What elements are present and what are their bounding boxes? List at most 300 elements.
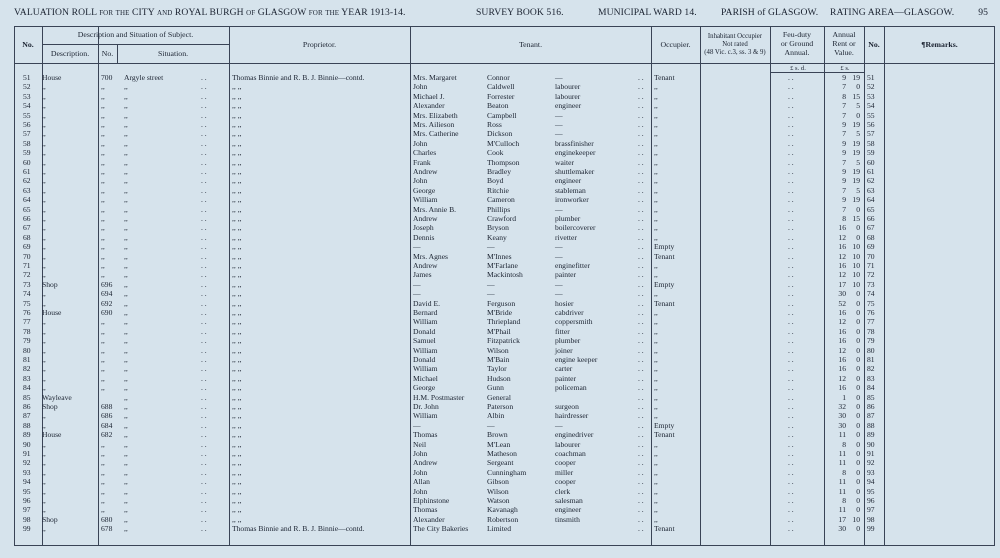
leader-dots: . . bbox=[638, 514, 644, 524]
table-row bbox=[14, 139, 995, 149]
table-row bbox=[14, 317, 995, 327]
row-number: 75 bbox=[23, 298, 31, 308]
tenant-forename: James bbox=[413, 270, 432, 280]
table-row bbox=[14, 421, 995, 431]
situation: ,, bbox=[124, 430, 128, 440]
house-number: ,, bbox=[101, 345, 105, 355]
row-number-right: 56 bbox=[867, 120, 875, 129]
table-row bbox=[14, 158, 995, 168]
tenant-surname: Thompson bbox=[487, 157, 520, 167]
table-row bbox=[14, 205, 995, 215]
row-number: 86 bbox=[23, 402, 31, 411]
leader-dots: . . bbox=[788, 101, 794, 111]
house-number: ,, bbox=[101, 467, 105, 477]
leader-dots: . . bbox=[788, 204, 794, 214]
house-number: ,, bbox=[101, 336, 105, 346]
table-row bbox=[14, 374, 995, 384]
row-number: 87 bbox=[23, 411, 31, 421]
leader-dots: . . bbox=[638, 496, 644, 505]
house-number: 692 bbox=[101, 298, 113, 308]
tenant-surname: Ritchie bbox=[487, 185, 509, 195]
situation: ,, bbox=[124, 129, 128, 139]
leader-dots: . . bbox=[788, 326, 794, 336]
occupier: ,, bbox=[654, 157, 658, 167]
tenant-occupation: hairdresser bbox=[555, 411, 589, 421]
tenant-occupation: engineer bbox=[555, 505, 582, 515]
description: Shop bbox=[42, 279, 58, 289]
rent-shillings: 19 bbox=[852, 195, 860, 205]
situation: ,, bbox=[124, 167, 128, 176]
tenant-occupation: brassfinisher bbox=[555, 138, 594, 148]
occupier: Empty bbox=[654, 279, 675, 289]
description: House bbox=[42, 430, 62, 440]
situation: ,, bbox=[124, 439, 128, 449]
tenant-surname: M'Lean bbox=[487, 439, 511, 449]
leader-dots: . . bbox=[201, 82, 207, 92]
occupier: ,, bbox=[654, 373, 658, 383]
house-number: 680 bbox=[101, 514, 113, 524]
occupier: ,, bbox=[654, 308, 658, 317]
rent-shillings: 0 bbox=[856, 336, 860, 346]
occupier: Tenant bbox=[654, 73, 675, 82]
situation: ,, bbox=[124, 82, 128, 92]
tenant-surname: — bbox=[487, 420, 495, 430]
rent-shillings: 19 bbox=[852, 73, 860, 82]
description: ,, bbox=[42, 524, 46, 534]
table-row bbox=[14, 280, 995, 290]
table-row bbox=[14, 364, 995, 374]
rent-shillings: 15 bbox=[852, 214, 860, 223]
proprietor: ,, ,, bbox=[232, 242, 242, 252]
header-occupier: Occupier. bbox=[660, 40, 691, 49]
leader-dots: . . bbox=[201, 524, 207, 534]
house-number: ,, bbox=[101, 505, 105, 515]
row-number: 92 bbox=[23, 458, 31, 468]
rent-pounds: 11 bbox=[838, 505, 846, 515]
tenant-forename: William bbox=[413, 317, 438, 327]
leader-dots: . . bbox=[638, 279, 644, 289]
tenant-forename: Michael bbox=[413, 373, 438, 383]
leader-dots: . . bbox=[201, 496, 207, 505]
description: House bbox=[42, 308, 62, 317]
house-number: ,, bbox=[101, 110, 105, 120]
leader-dots: . . bbox=[201, 73, 207, 82]
description: ,, bbox=[42, 326, 46, 336]
tenant-surname: — bbox=[487, 289, 495, 299]
rent-pounds: 9 bbox=[842, 167, 846, 176]
leader-dots: . . bbox=[788, 524, 794, 534]
leader-dots: . . bbox=[638, 355, 644, 364]
situation: ,, bbox=[124, 157, 128, 167]
table-row bbox=[14, 261, 995, 271]
house-number: ,, bbox=[101, 242, 105, 252]
proprietor: ,, ,, bbox=[232, 430, 242, 440]
table-row bbox=[14, 346, 995, 356]
leader-dots: . . bbox=[638, 204, 644, 214]
tenant-occupation: cooper bbox=[555, 458, 576, 468]
rent-shillings: 0 bbox=[856, 467, 860, 477]
rent-pounds: 9 bbox=[842, 120, 846, 129]
house-number: ,, bbox=[101, 439, 105, 449]
leader-dots: . . bbox=[788, 458, 794, 468]
row-number: 52 bbox=[23, 82, 31, 92]
tenant-surname: Dickson bbox=[487, 129, 513, 139]
row-number: 99 bbox=[23, 524, 31, 534]
tenant-occupation: labourer bbox=[555, 91, 581, 101]
row-number-right: 52 bbox=[867, 82, 875, 92]
leader-dots: . . bbox=[201, 185, 207, 195]
leader-dots: . . bbox=[201, 317, 207, 327]
leader-dots: . . bbox=[638, 195, 644, 205]
proprietor: ,, ,, bbox=[232, 373, 242, 383]
leader-dots: . . bbox=[638, 373, 644, 383]
rent-pounds: 8 bbox=[842, 91, 846, 101]
rent-pounds: 9 bbox=[842, 73, 846, 82]
tenant-surname: Ferguson bbox=[487, 298, 516, 308]
leader-dots: . . bbox=[788, 496, 794, 505]
occupier: ,, bbox=[654, 167, 658, 176]
tenant-occupation: hosier bbox=[555, 298, 574, 308]
description: ,, bbox=[42, 110, 46, 120]
rent-shillings: 0 bbox=[856, 505, 860, 515]
situation: ,, bbox=[124, 110, 128, 120]
proprietor: ,, ,, bbox=[232, 458, 242, 468]
leader-dots: . . bbox=[201, 242, 207, 252]
description: ,, bbox=[42, 439, 46, 449]
row-number: 51 bbox=[23, 73, 31, 82]
occupier: ,, bbox=[654, 326, 658, 336]
rent-pounds: 11 bbox=[838, 486, 846, 496]
leader-dots: . . bbox=[638, 308, 644, 317]
tenant-forename: John bbox=[413, 138, 428, 148]
table-row bbox=[14, 449, 995, 459]
row-number-right: 87 bbox=[867, 411, 875, 421]
leader-dots: . . bbox=[201, 298, 207, 308]
row-number-right: 84 bbox=[867, 383, 875, 393]
rent-pounds: 16 bbox=[838, 355, 846, 364]
rent-pounds: 12 bbox=[838, 270, 846, 280]
tenant-forename: Mrs. Catherine bbox=[413, 129, 459, 139]
rent-shillings: 10 bbox=[852, 270, 860, 280]
leader-dots: . . bbox=[201, 110, 207, 120]
leader-dots: . . bbox=[638, 185, 644, 195]
tenant-occupation: joiner bbox=[555, 345, 573, 355]
situation: ,, bbox=[124, 411, 128, 421]
situation: ,, bbox=[124, 317, 128, 327]
rent-pounds: 12 bbox=[838, 232, 846, 242]
row-number-right: 99 bbox=[867, 524, 875, 534]
description: ,, bbox=[42, 355, 46, 364]
leader-dots: . . bbox=[638, 176, 644, 186]
leader-dots: . . bbox=[201, 430, 207, 440]
tenant-occupation: cooper bbox=[555, 477, 576, 487]
row-number: 81 bbox=[23, 355, 31, 364]
occupier: ,, bbox=[654, 223, 658, 233]
tenant-occupation: enginedriver bbox=[555, 430, 594, 440]
house-number: ,, bbox=[101, 120, 105, 129]
row-number: 76 bbox=[23, 308, 31, 317]
row-number-right: 61 bbox=[867, 167, 875, 176]
leader-dots: . . bbox=[201, 467, 207, 477]
tenant-forename: Thomas bbox=[413, 430, 438, 440]
tenant-surname: M'Bride bbox=[487, 308, 512, 317]
rent-pounds: 16 bbox=[838, 308, 846, 317]
tenant-forename: Donald bbox=[413, 326, 436, 336]
house-number: ,, bbox=[101, 458, 105, 468]
proprietor: ,, ,, bbox=[232, 82, 242, 92]
row-number: 98 bbox=[23, 514, 31, 524]
row-number: 96 bbox=[23, 496, 31, 505]
tenant-forename: Joseph bbox=[413, 223, 434, 233]
leader-dots: . . bbox=[201, 392, 207, 402]
leader-dots: . . bbox=[201, 157, 207, 167]
leader-dots: . . bbox=[201, 420, 207, 430]
rent-pounds: 8 bbox=[842, 439, 846, 449]
proprietor: ,, ,, bbox=[232, 420, 242, 430]
table-row bbox=[14, 430, 995, 440]
leader-dots: . . bbox=[201, 91, 207, 101]
occupier: ,, bbox=[654, 505, 658, 515]
rent-shillings: 10 bbox=[852, 514, 860, 524]
occupier: ,, bbox=[654, 514, 658, 524]
banner-title: VALUATION ROLL for the CITY and ROYAL BURGH of GLASGOW for the YEAR 1913-14. bbox=[14, 7, 406, 18]
house-number: 700 bbox=[101, 73, 113, 82]
row-number: 60 bbox=[23, 157, 31, 167]
tenant-occupation: labourer bbox=[555, 439, 581, 449]
tenant-surname: M'Culloch bbox=[487, 138, 520, 148]
leader-dots: . . bbox=[201, 129, 207, 139]
rent-pounds: 7 bbox=[842, 157, 846, 167]
row-number-right: 81 bbox=[867, 355, 875, 364]
leader-dots: . . bbox=[201, 279, 207, 289]
situation: ,, bbox=[124, 505, 128, 515]
description: ,, bbox=[42, 251, 46, 261]
leader-dots: . . bbox=[638, 167, 644, 176]
table-row bbox=[14, 111, 995, 121]
situation: ,, bbox=[124, 261, 128, 270]
tenant-forename: Michael J. bbox=[413, 91, 445, 101]
tenant-occupation: — bbox=[555, 289, 563, 299]
rent-shillings: 10 bbox=[852, 279, 860, 289]
rent-shillings: 19 bbox=[852, 176, 860, 186]
tenant-occupation: coppersmith bbox=[555, 317, 593, 327]
situation: ,, bbox=[124, 486, 128, 496]
tenant-forename: Andrew bbox=[413, 214, 438, 223]
rent-pounds: 11 bbox=[838, 458, 846, 468]
occupier: ,, bbox=[654, 270, 658, 280]
tenant-surname: Matheson bbox=[487, 449, 517, 458]
situation: ,, bbox=[124, 383, 128, 393]
tenant-forename: George bbox=[413, 383, 436, 393]
rent-shillings: 5 bbox=[856, 129, 860, 139]
occupier: ,, bbox=[654, 336, 658, 346]
house-number: ,, bbox=[101, 373, 105, 383]
rent-pounds: 30 bbox=[838, 420, 846, 430]
description: ,, bbox=[42, 420, 46, 430]
situation: ,, bbox=[124, 496, 128, 505]
occupier: ,, bbox=[654, 496, 658, 505]
rent-shillings: 0 bbox=[856, 524, 860, 534]
leader-dots: . . bbox=[788, 477, 794, 487]
description: ,, bbox=[42, 148, 46, 158]
tenant-occupation: waiter bbox=[555, 157, 574, 167]
tenant-occupation: — bbox=[555, 279, 563, 289]
tenant-surname: General bbox=[487, 392, 512, 402]
proprietor: ,, ,, bbox=[232, 496, 242, 505]
leader-dots: . . bbox=[788, 298, 794, 308]
leader-dots: . . bbox=[788, 91, 794, 101]
proprietor: ,, ,, bbox=[232, 289, 242, 299]
house-number: ,, bbox=[101, 364, 105, 374]
proprietor: ,, ,, bbox=[232, 110, 242, 120]
tenant-surname: Wilson bbox=[487, 486, 509, 496]
leader-dots: . . bbox=[638, 251, 644, 261]
row-number-right: 62 bbox=[867, 176, 875, 186]
row-number-right: 60 bbox=[867, 157, 875, 167]
survey-book: SURVEY BOOK 516. bbox=[476, 7, 564, 18]
leader-dots: . . bbox=[638, 138, 644, 148]
occupier: ,, bbox=[654, 439, 658, 449]
tenant-surname: Watson bbox=[487, 496, 510, 505]
description: ,, bbox=[42, 214, 46, 223]
description: ,, bbox=[42, 82, 46, 92]
rent-shillings: 19 bbox=[852, 138, 860, 148]
occupier: ,, bbox=[654, 214, 658, 223]
proprietor: ,, ,, bbox=[232, 91, 242, 101]
rent-pounds: 17 bbox=[838, 279, 846, 289]
row-number: 97 bbox=[23, 505, 31, 515]
leader-dots: . . bbox=[201, 486, 207, 496]
row-number-right: 76 bbox=[867, 308, 875, 317]
rent-shillings: 0 bbox=[856, 477, 860, 487]
leader-dots: . . bbox=[788, 289, 794, 299]
situation: ,, bbox=[124, 223, 128, 233]
row-number: 83 bbox=[23, 373, 31, 383]
rent-shillings: 0 bbox=[856, 373, 860, 383]
description: ,, bbox=[42, 101, 46, 111]
leader-dots: . . bbox=[638, 430, 644, 440]
description: ,, bbox=[42, 383, 46, 393]
tenant-forename: Bernard bbox=[413, 308, 438, 317]
leader-dots: . . bbox=[788, 392, 794, 402]
tenant-forename: William bbox=[413, 411, 438, 421]
leader-dots: . . bbox=[788, 110, 794, 120]
rent-shillings: 5 bbox=[856, 101, 860, 111]
situation: ,, bbox=[124, 355, 128, 364]
tenant-occupation: labourer bbox=[555, 82, 581, 92]
leader-dots: . . bbox=[638, 157, 644, 167]
header-lsd: £ s. d. bbox=[790, 65, 806, 72]
rent-pounds: 12 bbox=[838, 251, 846, 261]
leader-dots: . . bbox=[638, 214, 644, 223]
situation: ,, bbox=[124, 91, 128, 101]
house-number: 678 bbox=[101, 524, 113, 534]
row-number: 90 bbox=[23, 439, 31, 449]
tenant-surname: M'Bain bbox=[487, 355, 510, 364]
occupier: ,, bbox=[654, 467, 658, 477]
rent-pounds: 30 bbox=[838, 289, 846, 299]
tenant-surname: — bbox=[487, 242, 495, 252]
rent-shillings: 0 bbox=[856, 204, 860, 214]
row-number-right: 98 bbox=[867, 514, 875, 524]
table-row bbox=[14, 440, 995, 450]
leader-dots: . . bbox=[201, 411, 207, 421]
tenant-surname: Robertson bbox=[487, 514, 519, 524]
table-row bbox=[14, 270, 995, 280]
row-number-right: 71 bbox=[867, 261, 875, 270]
leader-dots: . . bbox=[638, 91, 644, 101]
occupier: ,, bbox=[654, 449, 658, 458]
leader-dots: . . bbox=[638, 129, 644, 139]
tenant-forename: Samuel bbox=[413, 336, 436, 346]
header-desc-group: Description and Situation of Subject. bbox=[77, 30, 194, 39]
house-number: 690 bbox=[101, 308, 113, 317]
leader-dots: . . bbox=[788, 167, 794, 176]
leader-dots: . . bbox=[638, 120, 644, 129]
row-number-right: 97 bbox=[867, 505, 875, 515]
tenant-occupation: — bbox=[555, 129, 563, 139]
rent-shillings: 0 bbox=[856, 496, 860, 505]
leader-dots: . . bbox=[201, 364, 207, 374]
tenant-forename: Dr. John bbox=[413, 402, 439, 411]
row-number: 95 bbox=[23, 486, 31, 496]
tenant-surname: Cameron bbox=[487, 195, 515, 205]
tenant-surname: Bryson bbox=[487, 223, 509, 233]
house-number: ,, bbox=[101, 477, 105, 487]
occupier: ,, bbox=[654, 185, 658, 195]
tenant-forename: William bbox=[413, 364, 438, 374]
house-number: ,, bbox=[101, 148, 105, 158]
leader-dots: . . bbox=[638, 110, 644, 120]
leader-dots: . . bbox=[788, 138, 794, 148]
row-number: 68 bbox=[23, 232, 31, 242]
row-number-right: 74 bbox=[867, 289, 875, 299]
tenant-surname: Bradley bbox=[487, 167, 512, 176]
tenant-surname: Albin bbox=[487, 411, 505, 421]
tenant-occupation: coachman bbox=[555, 449, 586, 458]
occupier: ,, bbox=[654, 364, 658, 374]
situation: ,, bbox=[124, 364, 128, 374]
leader-dots: . . bbox=[638, 232, 644, 242]
table-row bbox=[14, 402, 995, 412]
house-number: ,, bbox=[101, 223, 105, 233]
rent-shillings: 0 bbox=[856, 420, 860, 430]
row-number-right: 85 bbox=[867, 392, 875, 402]
row-number: 67 bbox=[23, 223, 31, 233]
proprietor: ,, ,, bbox=[232, 514, 242, 524]
house-number: ,, bbox=[101, 449, 105, 458]
proprietor: ,, ,, bbox=[232, 336, 242, 346]
row-number-right: 78 bbox=[867, 326, 875, 336]
leader-dots: . . bbox=[638, 383, 644, 393]
tenant-occupation: enginefitter bbox=[555, 261, 590, 270]
leader-dots: . . bbox=[638, 242, 644, 252]
house-number: ,, bbox=[101, 270, 105, 280]
leader-dots: . . bbox=[638, 289, 644, 299]
tenant-surname: Crawford bbox=[487, 214, 517, 223]
row-number-right: 82 bbox=[867, 364, 875, 374]
tenant-occupation: plumber bbox=[555, 214, 581, 223]
leader-dots: . . bbox=[788, 242, 794, 252]
situation: ,, bbox=[124, 345, 128, 355]
row-number: 93 bbox=[23, 467, 31, 477]
row-number: 89 bbox=[23, 430, 31, 440]
proprietor: ,, ,, bbox=[232, 355, 242, 364]
description: ,, bbox=[42, 223, 46, 233]
house-number: 684 bbox=[101, 420, 113, 430]
rent-shillings: 0 bbox=[856, 430, 860, 440]
description: ,, bbox=[42, 496, 46, 505]
